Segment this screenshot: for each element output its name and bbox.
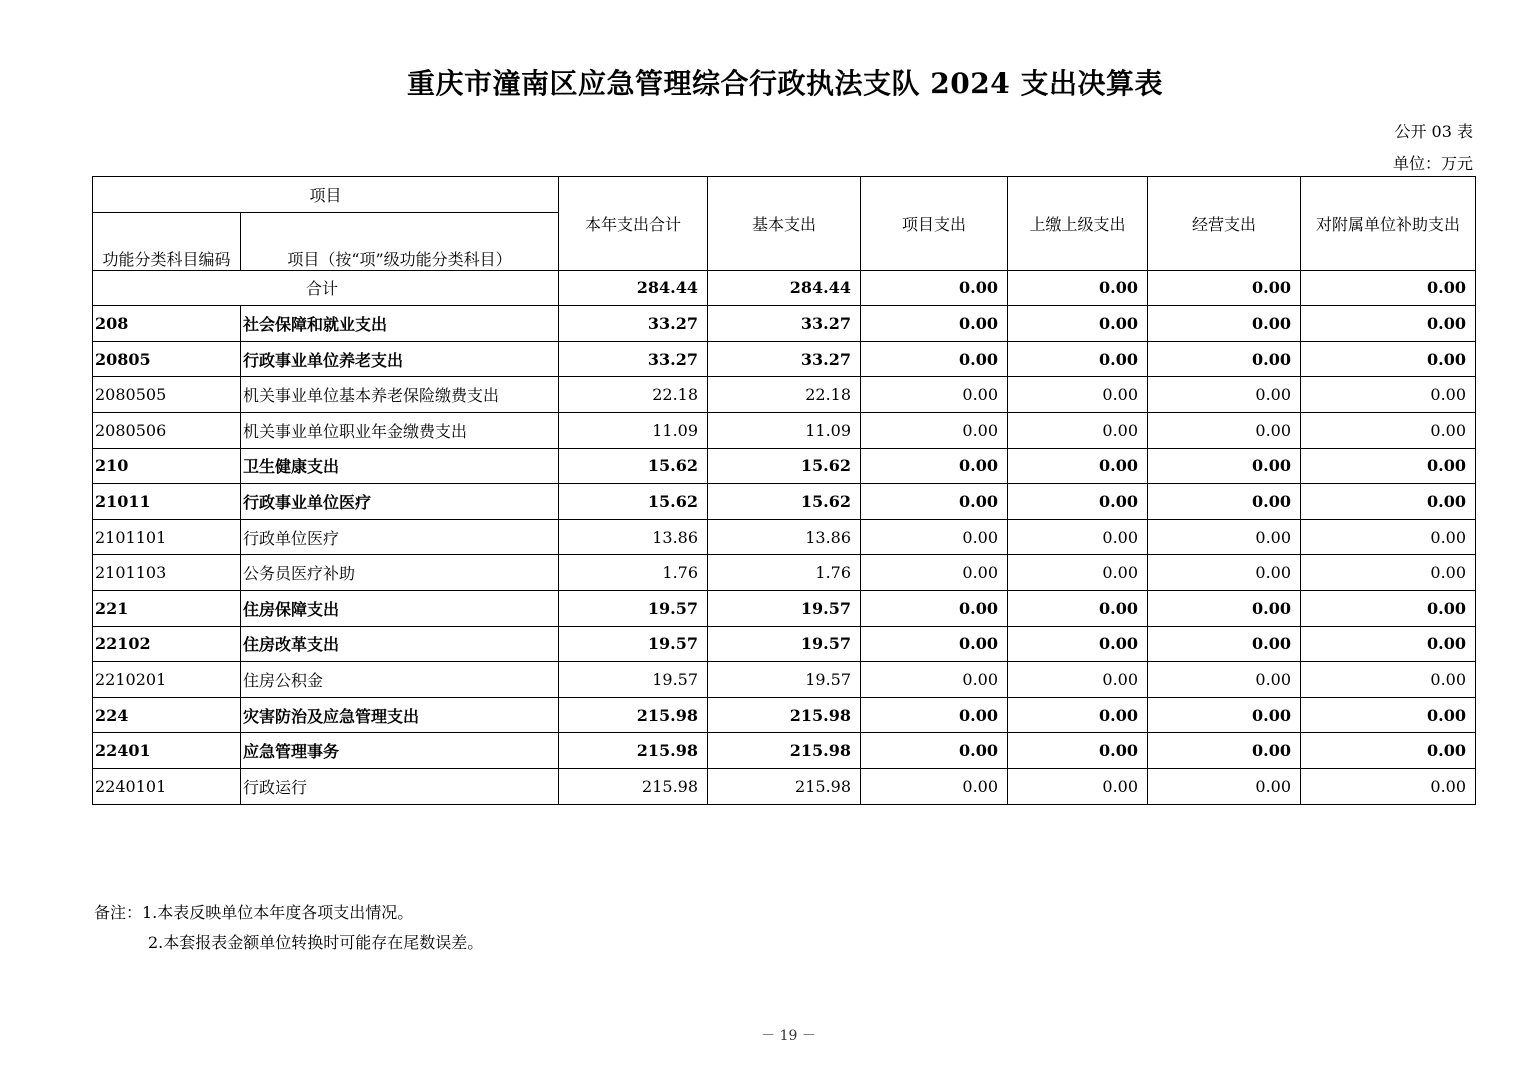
row-code: 2240101 [93, 768, 241, 804]
row-name: 行政运行 [241, 768, 559, 804]
row-value: 0.00 [1008, 555, 1148, 591]
row-name: 住房改革支出 [241, 626, 559, 662]
row-value: 0.00 [861, 412, 1008, 448]
row-value: 215.98 [708, 733, 861, 769]
row-name: 行政单位医疗 [241, 519, 559, 555]
row-value: 15.62 [708, 448, 861, 484]
row-value: 0.00 [861, 733, 1008, 769]
row-value: 0.00 [861, 519, 1008, 555]
table-row [93, 484, 1476, 520]
row-value: 215.98 [559, 768, 708, 804]
row-name: 机关事业单位基本养老保险缴费支出 [241, 377, 559, 413]
row-value: 19.57 [708, 662, 861, 698]
row-value: 0.00 [1301, 412, 1476, 448]
row-value: 19.57 [559, 626, 708, 662]
row-value: 0.00 [1301, 733, 1476, 769]
row-value: 0.00 [861, 341, 1008, 377]
table-row [93, 412, 1476, 448]
table-row [93, 697, 1476, 733]
row-value: 0.00 [1301, 484, 1476, 520]
total-row [93, 270, 1476, 306]
total-value: 0.00 [1148, 270, 1301, 306]
row-value: 0.00 [1008, 697, 1148, 733]
row-name: 公务员医疗补助 [241, 555, 559, 591]
table-row [93, 626, 1476, 662]
row-value: 0.00 [1301, 626, 1476, 662]
row-value: 215.98 [708, 768, 861, 804]
row-value: 13.86 [559, 519, 708, 555]
row-name: 住房保障支出 [241, 590, 559, 626]
row-code: 210 [93, 448, 241, 484]
row-value: 0.00 [861, 484, 1008, 520]
row-value: 19.57 [559, 590, 708, 626]
header-business: 经营支出 [1148, 177, 1301, 271]
unit-label: 单位：万元 [1392, 154, 1473, 173]
row-value: 0.00 [861, 768, 1008, 804]
table-row [93, 555, 1476, 591]
header-project: 项目支出 [861, 177, 1008, 271]
row-value: 0.00 [1301, 590, 1476, 626]
row-name: 应急管理事务 [241, 733, 559, 769]
row-value: 22.18 [708, 377, 861, 413]
header-total: 本年支出合计 [559, 177, 708, 271]
row-code: 221 [93, 590, 241, 626]
row-value: 0.00 [1148, 341, 1301, 377]
row-name: 住房公积金 [241, 662, 559, 698]
row-value: 13.86 [708, 519, 861, 555]
row-value: 33.27 [559, 341, 708, 377]
row-value: 0.00 [861, 626, 1008, 662]
row-value: 0.00 [1148, 555, 1301, 591]
row-name: 灾害防治及应急管理支出 [241, 697, 559, 733]
row-code: 22102 [93, 626, 241, 662]
row-value: 0.00 [1008, 662, 1148, 698]
row-value: 0.00 [1301, 306, 1476, 342]
row-value: 1.76 [708, 555, 861, 591]
row-value: 0.00 [1148, 733, 1301, 769]
row-value: 0.00 [1008, 448, 1148, 484]
total-value: 0.00 [1301, 270, 1476, 306]
table-row [93, 768, 1476, 804]
row-value: 0.00 [861, 590, 1008, 626]
header-code: 功能分类科目编码 [93, 212, 241, 270]
row-name: 卫生健康支出 [241, 448, 559, 484]
row-value: 0.00 [1301, 768, 1476, 804]
row-code: 2080506 [93, 412, 241, 448]
total-value: 284.44 [559, 270, 708, 306]
row-value: 33.27 [708, 341, 861, 377]
row-value: 0.00 [861, 555, 1008, 591]
row-value: 33.27 [559, 306, 708, 342]
row-value: 215.98 [559, 697, 708, 733]
row-value: 0.00 [1148, 448, 1301, 484]
row-value: 11.09 [708, 412, 861, 448]
row-value: 0.00 [1008, 484, 1148, 520]
table-code: 公开 03 表 [1394, 122, 1473, 141]
row-value: 15.62 [708, 484, 861, 520]
row-value: 0.00 [1301, 555, 1476, 591]
row-code: 2101103 [93, 555, 241, 591]
expenditure-table [92, 176, 1476, 805]
row-value: 0.00 [1008, 377, 1148, 413]
row-value: 0.00 [1148, 590, 1301, 626]
row-value: 19.57 [708, 626, 861, 662]
row-value: 0.00 [1148, 484, 1301, 520]
header-subsidy: 对附属单位补助支出 [1301, 177, 1476, 271]
total-label: 合计 [93, 270, 559, 306]
row-value: 33.27 [708, 306, 861, 342]
row-value: 0.00 [1148, 306, 1301, 342]
row-value: 0.00 [861, 377, 1008, 413]
notes [94, 898, 483, 958]
row-value: 0.00 [1301, 341, 1476, 377]
row-code: 21011 [93, 484, 241, 520]
row-value: 19.57 [559, 662, 708, 698]
row-value: 0.00 [1008, 412, 1148, 448]
table-row [93, 306, 1476, 342]
row-code: 22401 [93, 733, 241, 769]
row-value: 0.00 [1301, 697, 1476, 733]
table-row [93, 733, 1476, 769]
total-value: 0.00 [1008, 270, 1148, 306]
row-value: 0.00 [1148, 377, 1301, 413]
row-value: 0.00 [1301, 377, 1476, 413]
row-code: 2101101 [93, 519, 241, 555]
note-2: 2.本套报表金额单位转换时可能存在尾数误差。 [148, 933, 484, 952]
row-value: 0.00 [1148, 697, 1301, 733]
table-row [93, 519, 1476, 555]
table-row [93, 590, 1476, 626]
row-value: 0.00 [1008, 306, 1148, 342]
header-name: 项目（按“项”级功能分类科目） [241, 212, 559, 270]
row-name: 社会保障和就业支出 [241, 306, 559, 342]
row-value: 15.62 [559, 448, 708, 484]
row-value: 1.76 [559, 555, 708, 591]
row-value: 0.00 [1008, 590, 1148, 626]
row-code: 20805 [93, 341, 241, 377]
row-value: 0.00 [1148, 412, 1301, 448]
row-value: 0.00 [861, 306, 1008, 342]
row-value: 0.00 [1148, 768, 1301, 804]
total-value: 0.00 [861, 270, 1008, 306]
row-value: 22.18 [559, 377, 708, 413]
header-project-group: 项目 [93, 177, 559, 213]
row-name: 机关事业单位职业年金缴费支出 [241, 412, 559, 448]
row-code: 224 [93, 697, 241, 733]
table-body [93, 270, 1476, 804]
total-value: 284.44 [708, 270, 861, 306]
row-code: 208 [93, 306, 241, 342]
row-value: 0.00 [1148, 519, 1301, 555]
row-name: 行政事业单位养老支出 [241, 341, 559, 377]
table-row [93, 448, 1476, 484]
row-value: 215.98 [559, 733, 708, 769]
row-value: 0.00 [1301, 519, 1476, 555]
row-value: 0.00 [1301, 448, 1476, 484]
row-value: 0.00 [1008, 519, 1148, 555]
row-value: 11.09 [559, 412, 708, 448]
row-value: 0.00 [861, 662, 1008, 698]
table-row [93, 341, 1476, 377]
row-value: 19.57 [708, 590, 861, 626]
row-value: 0.00 [1148, 626, 1301, 662]
note-1: 备注：1.本表反映单位本年度各项支出情况。 [94, 903, 414, 922]
row-value: 0.00 [861, 448, 1008, 484]
row-value: 0.00 [1148, 662, 1301, 698]
page-number: － 19 － [761, 1028, 816, 1044]
header-basic: 基本支出 [708, 177, 861, 271]
header-upper: 上缴上级支出 [1008, 177, 1148, 271]
page-title: 重庆市潼南区应急管理综合行政执法支队 2024 支出决算表 [407, 67, 1163, 100]
row-value: 0.00 [1008, 341, 1148, 377]
table-row [93, 662, 1476, 698]
row-value: 215.98 [708, 697, 861, 733]
row-value: 0.00 [1301, 662, 1476, 698]
row-value: 0.00 [1008, 768, 1148, 804]
row-value: 0.00 [1008, 626, 1148, 662]
row-value: 0.00 [861, 697, 1008, 733]
table-row [93, 377, 1476, 413]
row-code: 2080505 [93, 377, 241, 413]
row-name: 行政事业单位医疗 [241, 484, 559, 520]
row-value: 15.62 [559, 484, 708, 520]
row-value: 0.00 [1008, 733, 1148, 769]
row-code: 2210201 [93, 662, 241, 698]
